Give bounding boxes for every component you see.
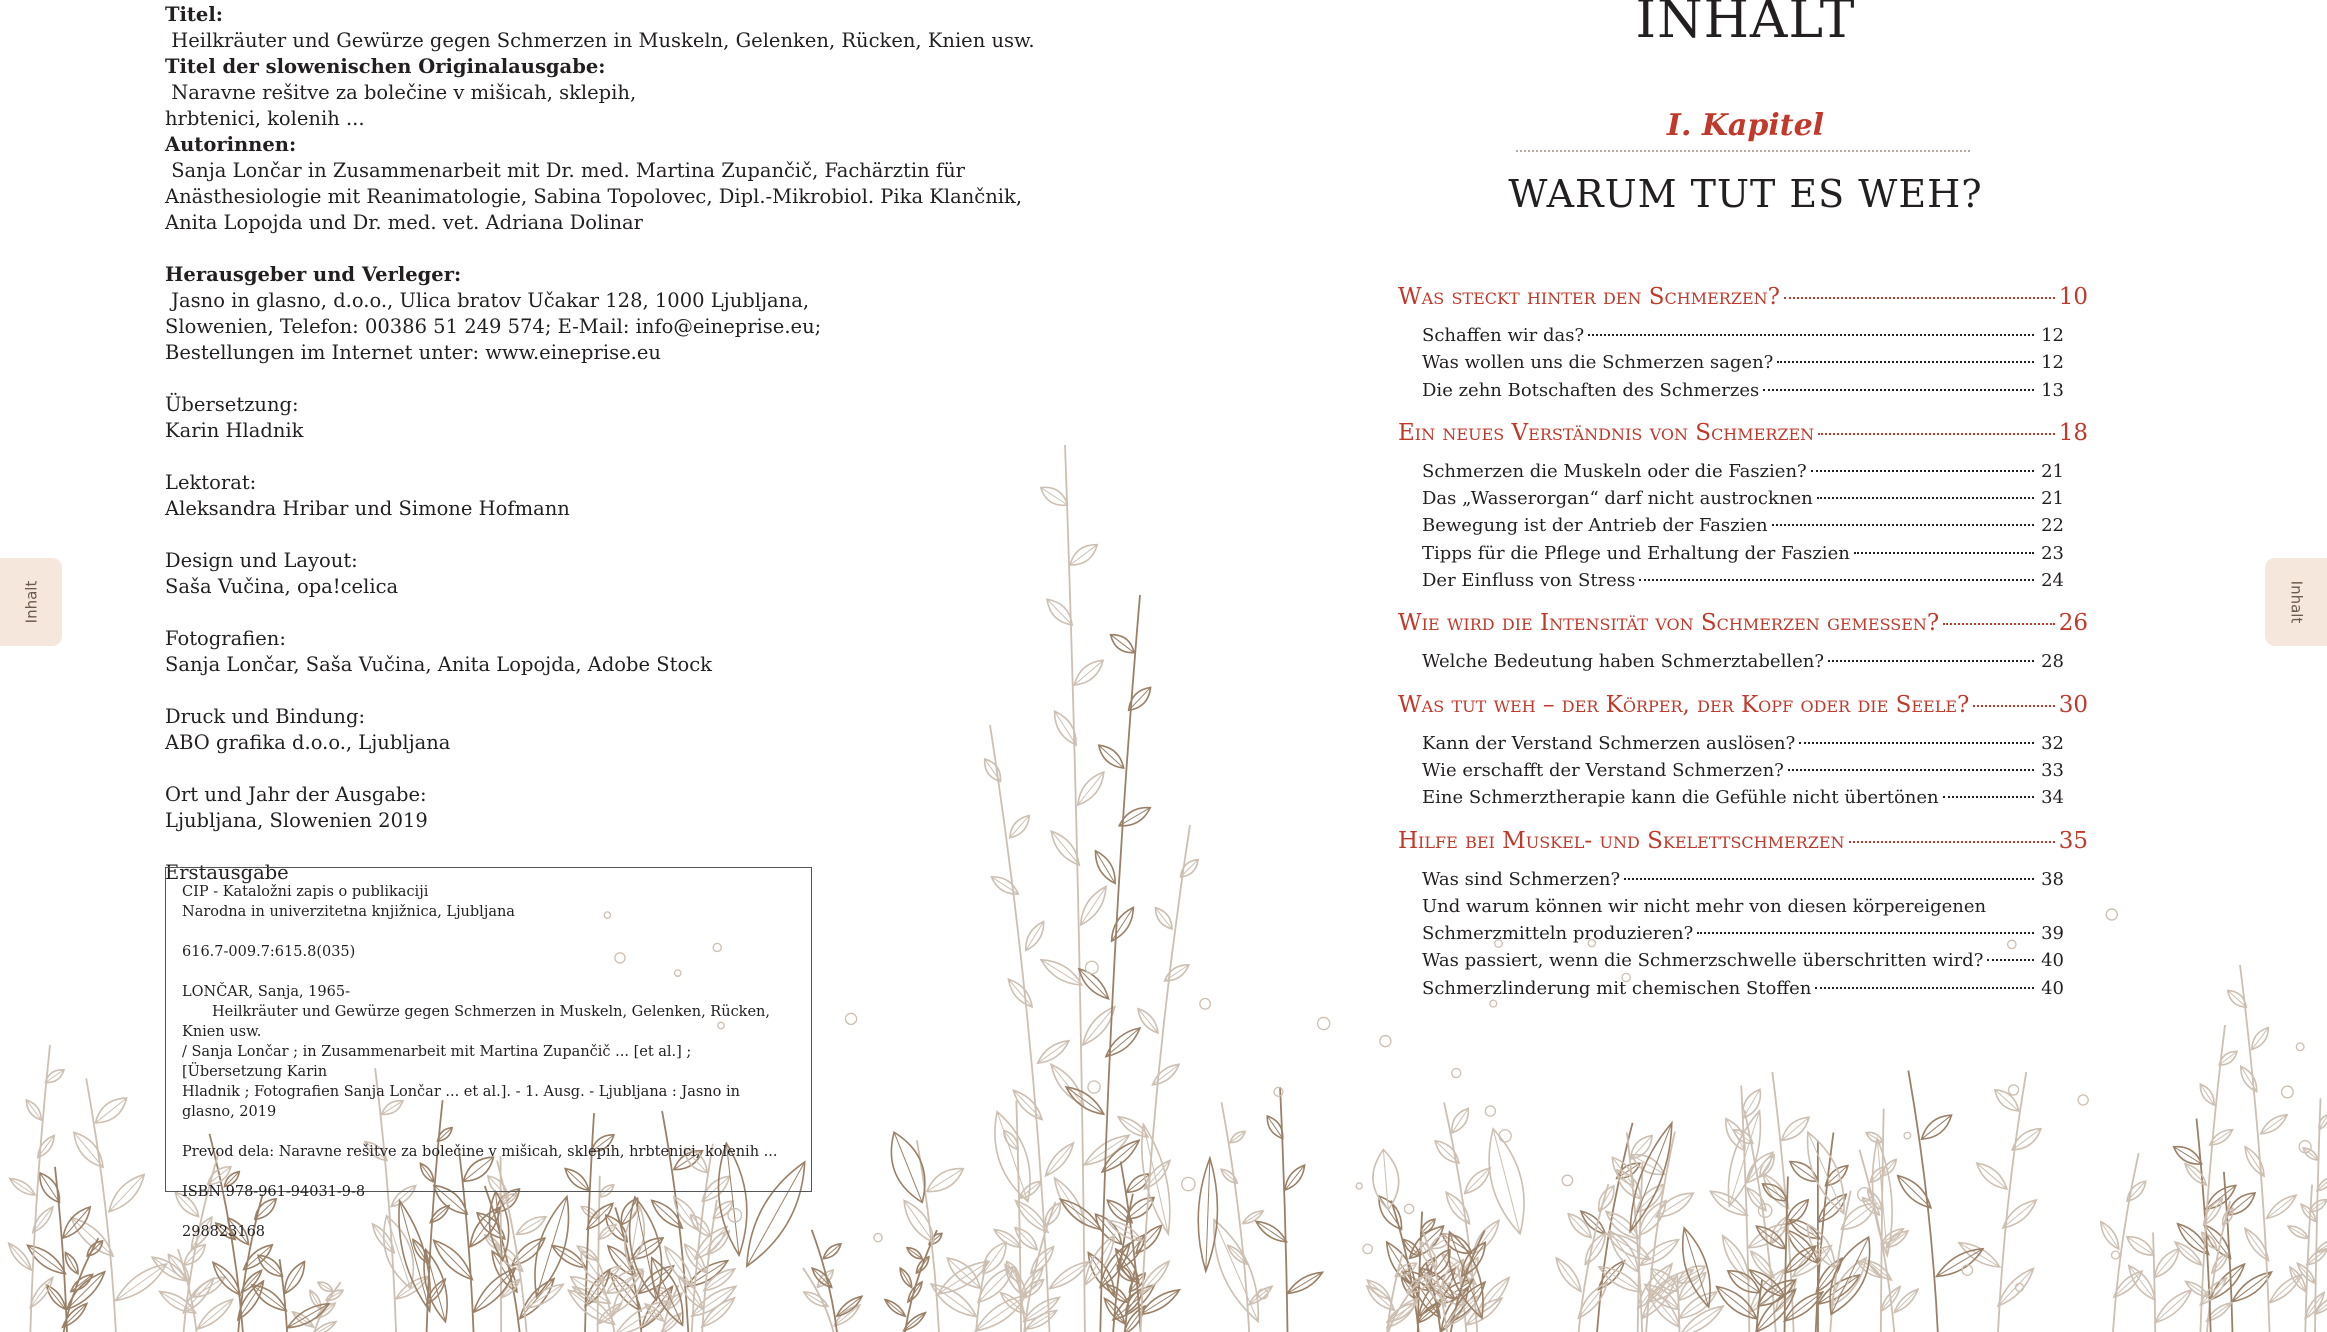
cip-isbn: ISBN 978-961-94031-9-8 [182,1184,366,1200]
imprint-line [165,626,965,652]
cip-line: Narodna in univerzitetna knjižnica, Ljubljana [182,904,515,920]
toc-section [1398,282,2088,404]
imprint-value: Erstausgabe [165,861,289,884]
toc-entry[interactable] [1398,893,2064,920]
toc-entry-title: Und warum können wir nicht mehr von diesen körpereigenen [1422,895,1987,917]
imprint-label: Herausgeber und Verleger: [165,263,462,286]
toc-page-number: 28 [2041,651,2064,673]
imprint-line [165,548,965,574]
imprint-line [165,54,965,106]
toc-entry-title: Schmerzlinderung mit chemischen Stoffen [1422,977,1812,999]
toc-section-entry[interactable] [1398,418,2088,448]
toc-leader [1817,497,2034,499]
cip-translation: Prevod dela: Naravne rešitve za bolečine v mišicah, sklepih, hrbtenici, kolenih ... [182,1144,778,1160]
imprint-line [165,652,965,678]
toc-leader [1973,705,2054,707]
toc-page-number: 10 [2058,284,2088,310]
toc-entry-title: Die zehn Botschaften des Schmerzes [1422,379,1760,401]
toc-page-number: 12 [2041,352,2064,374]
toc-entry-title: Tipps für die Pflege und Erhaltung der Faszien [1422,542,1850,564]
side-tab-inhalt[interactable] [2265,558,2327,646]
toc-entry-title: Schmerzmitteln produzieren? [1422,923,1694,945]
toc-entry-title: Eine Schmerztherapie kann die Gefühle nicht übertönen [1422,787,1939,809]
imprint-label: Titel: [165,3,223,26]
toc-page-number: 40 [2041,950,2064,972]
toc-entry[interactable] [1398,322,2064,349]
toc-page-number: 33 [2041,759,2064,781]
cip-cobiss: 298823168 [182,1224,266,1240]
toc-page-number: 40 [2041,977,2064,999]
imprint-value: ABO grafika d.o.o., Ljubljana [165,731,451,754]
imprint-value: Aleksandra Hribar und Simone Hofmann [165,497,570,520]
imprint-value: Jasno in glasno, d.o.o., Ulica bratov Učakar 128, 1000 Ljubljana, [165,289,810,312]
toc-page-number: 23 [2041,542,2064,564]
toc-leader [1943,623,2054,625]
toc-entry-title: Der Einfluss von Stress [1422,570,1636,592]
toc-section-title: Was steckt hinter den Schmerzen? [1398,284,1780,310]
toc-page-number: 32 [2041,732,2064,754]
toc-leader [1784,297,2055,299]
imprint-line [165,340,965,366]
toc-entry-title: Bewegung ist der Antrieb der Faszien [1422,515,1768,537]
imprint-line [165,210,965,236]
toc-entry[interactable] [1398,757,2064,784]
toc-entry[interactable] [1398,920,2064,947]
imprint-line [165,132,965,184]
toc-entry[interactable] [1398,458,2064,485]
toc-entry[interactable] [1398,648,2064,675]
toc-entry-title: Welche Bedeutung haben Schmerztabellen? [1422,651,1824,673]
chapter-title: WARUM TUT ES WEH? [1508,172,1983,216]
imprint-value: Sanja Lončar, Saša Vučina, Anita Lopojda, Adobe Stock [165,653,712,676]
toc-leader [1799,742,2034,744]
imprint-line [165,574,965,600]
toc-entry[interactable] [1398,730,2064,757]
cip-line: CIP - Kataložni zapis o publikaciji [182,884,429,900]
toc-entry-title: Schaffen wir das? [1422,325,1585,346]
imprint-line [165,470,965,496]
toc-entry-title: Was sind Schmerzen? [1422,868,1621,890]
imprint-value: Heilkräuter und Gewürze gegen Schmerzen in Muskeln, Gelenken, Rücken, Knien usw. [165,29,1035,52]
imprint-value: Druck und Bindung: [165,705,366,728]
imprint-value: Anästhesiologie mit Reanimatologie, Sabina Topolovec, Dipl.-Mikrobiol. Pika Klančnik, [165,185,1023,208]
toc-heading: INHALT [1635,0,1856,50]
imprint-value: Slowenien, Telefon: 00386 51 249 574; E-Mail: info@eineprise.eu; [165,315,822,338]
imprint-value: Design und Layout: [165,549,358,572]
toc-entry-title: Das „Wasserorgan“ darf nicht austrocknen [1422,488,1813,510]
imprint-line [165,392,965,418]
toc-leader [1772,524,2034,526]
imprint-value: Naravne rešitve za bolečine v mišicah, sklepih, [165,81,637,104]
toc-section [1398,418,2088,594]
toc-entry[interactable] [1398,947,2064,974]
toc-entry[interactable] [1398,540,2064,567]
toc-entry[interactable] [1398,784,2064,811]
toc-section-entry[interactable] [1398,282,2088,312]
imprint-value: Karin Hladnik [165,419,304,442]
side-tab-inhalt[interactable] [0,558,62,646]
cip-record-box [165,867,812,1240]
toc-page-number: 24 [2041,570,2064,592]
toc-leader [1588,334,2034,336]
table-of-contents [1398,282,2088,1016]
imprint-line [165,314,965,340]
toc-leader [1788,769,2034,771]
toc-leader [1854,552,2034,554]
imprint-line [165,704,965,730]
side-tab-label: Inhalt [22,580,40,624]
toc-leader [1815,987,2034,989]
imprint-value: Ljubljana, Slowenien 2019 [165,809,428,832]
toc-page-number: 21 [2041,460,2064,482]
imprint-line [165,184,1023,210]
imprint-value: Saša Vučina, opa!celica [165,575,399,598]
toc-entry[interactable] [1398,485,2064,512]
toc-entry-title: Wie erschafft der Verstand Schmerzen? [1422,759,1784,781]
toc-page-number: 21 [2041,488,2064,510]
toc-entry[interactable] [1398,377,2064,404]
toc-entry-title: Was wollen uns die Schmerzen sagen? [1422,352,1774,374]
toc-section-entry[interactable] [1398,608,2088,638]
chapter-divider [1516,150,1970,152]
imprint-value: Fotografien: [165,627,286,650]
toc-leader [1811,470,2034,472]
toc-section [1398,690,2088,812]
imprint-value: Sanja Lončar in Zusammenarbeit mit Dr. med. Martina Zupančič, Fachärztin für [165,159,965,182]
imprint-line [165,730,965,756]
imprint-line [165,106,965,132]
toc-section-title: Was tut weh – der Körper, der Kopf oder die Seele? [1398,691,1970,718]
toc-entry-title: Schmerzen die Muskeln oder die Faszien? [1422,460,1807,482]
imprint-line [165,2,1035,54]
imprint-label: Titel der slowenischen Originalausgabe: [165,55,606,78]
contents-page [1164,0,2327,1332]
toc-page-number: 26 [2058,610,2088,637]
toc-page-number: 35 [2058,827,2088,854]
imprint-line [165,262,965,314]
toc-leader [1624,878,2034,880]
imprint-line [165,418,965,444]
toc-page-number: 13 [2041,379,2064,401]
chapter-label: I. Kapitel [1666,108,1825,143]
toc-leader [1777,361,2034,363]
toc-section-title: Ein neues Verständnis von Schmerzen [1398,419,1815,446]
imprint-value: Anita Lopojda und Dr. med. vet. Adriana Dolinar [165,211,643,234]
cip-author: LONČAR, Sanja, 1965- [182,984,350,1000]
toc-page-number: 22 [2041,515,2064,537]
toc-leader [1828,660,2034,662]
cip-description: Heilkräuter und Gewürze gegen Schmerzen in Muskeln, Gelenken, Rücken, Knien usw. [182,1004,771,1040]
imprint-value: hrbtenici, kolenih ... [165,107,365,130]
imprint-text [165,2,1035,886]
toc-leader [1639,579,2034,581]
toc-entry-title: Was passiert, wenn die Schmerzschwelle überschritten wird? [1422,950,1984,972]
imprint-value: Ort und Jahr der Ausgabe: [165,783,427,806]
imprint-value: Lektorat: [165,471,257,494]
toc-page-number: 12 [2041,325,2064,346]
toc-entry-title: Kann der Verstand Schmerzen auslösen? [1422,732,1796,754]
imprint-value: Bestellungen im Internet unter: www.eineprise.eu [165,341,661,364]
toc-leader [1818,433,2055,435]
toc-entry[interactable] [1398,866,2064,893]
toc-leader [1697,932,2034,934]
toc-entry[interactable] [1398,512,2064,539]
toc-page-number: 30 [2058,691,2088,718]
toc-page-number: 18 [2058,419,2088,446]
toc-leader [1943,796,2034,798]
toc-leader [1849,841,2055,843]
toc-section [1398,608,2088,675]
cip-udk: 616.7-009.7:615.8(035) [182,944,356,960]
toc-section-entry[interactable] [1398,690,2088,720]
side-tab-label: Inhalt [2287,580,2305,624]
imprint-line [165,808,965,834]
imprint-label: Autorinnen: [165,133,297,156]
imprint-line [165,782,965,808]
toc-section-title: Wie wird die Intensität von Schmerzen gemessen? [1398,610,1940,637]
toc-entry[interactable] [1398,975,2064,1002]
toc-entry[interactable] [1398,349,2064,376]
toc-section [1398,826,2088,1002]
toc-leader [1763,389,2034,391]
toc-leader [1987,959,2034,961]
toc-page-number: 38 [2041,868,2064,890]
cip-description: / Sanja Lončar ; in Zusammenarbeit mit Martina Zupančič ... [et al.] ; [Übersetzung Karin [182,1044,692,1080]
cip-description: Hladnik ; Fotografien Sanja Lončar ... et al.]. - 1. Ausg. - Ljubljana : Jasno in glasno, 2019 [182,1084,740,1120]
imprint-line [165,496,965,522]
toc-section-entry[interactable] [1398,826,2088,856]
toc-entry[interactable] [1398,567,2064,594]
toc-page-number: 34 [2041,787,2064,809]
toc-section-title: Hilfe bei Muskel- und Skelettschmerzen [1398,827,1845,854]
toc-page-number: 39 [2041,923,2064,945]
imprint-value: Übersetzung: [165,393,299,416]
